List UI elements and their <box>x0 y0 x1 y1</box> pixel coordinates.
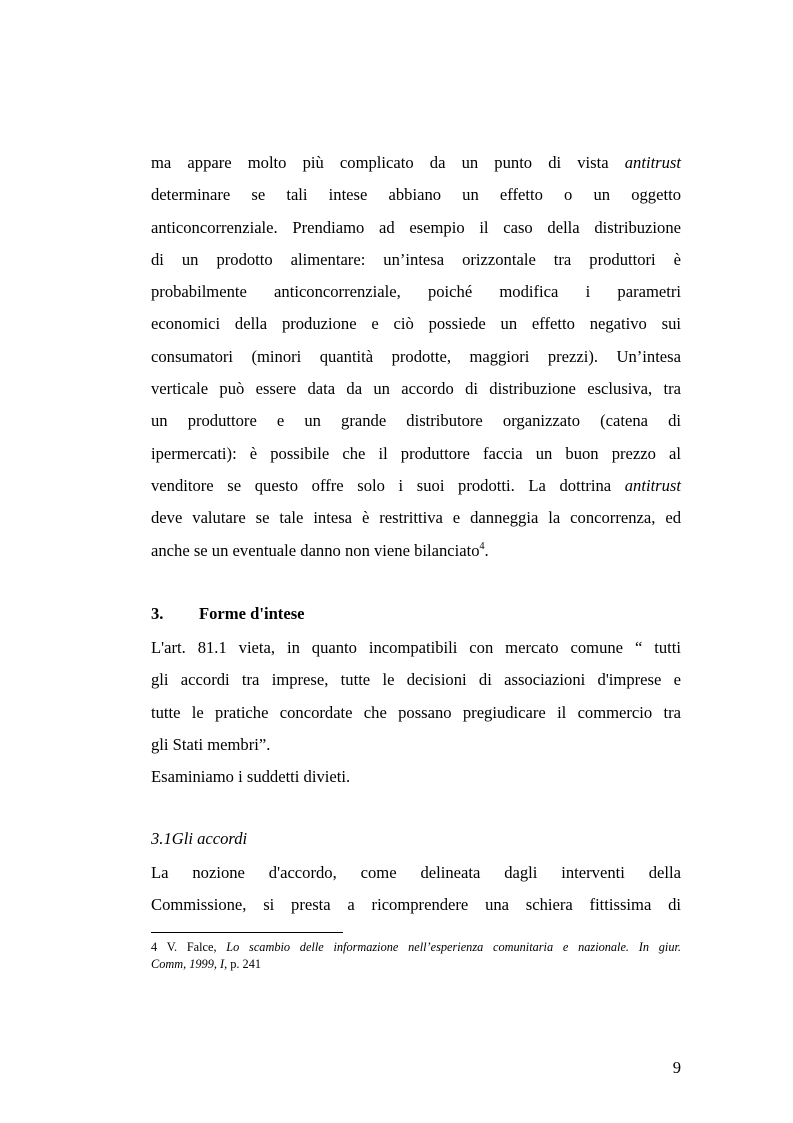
section-number: 3. <box>151 604 164 623</box>
text-line: consumatori (minori quantità prodotte, maggiori prezzi). Un’intesa <box>151 346 681 366</box>
footnote <box>151 939 681 972</box>
subsection-heading: 3.1Gli accordi <box>151 829 248 848</box>
paragraph-accordi <box>151 857 681 922</box>
section-title: Forme d'intese <box>199 604 305 623</box>
text-line: Esaminiamo i suddetti divieti. <box>151 767 351 787</box>
text-line: di un prodotto alimentare: un’intesa orizzontale tra produttori è <box>151 249 681 269</box>
footnote-line: 4 V. Falce, Lo scambio delle informazione nell’esperienza comunitaria e nazionale. In giur. <box>151 940 681 954</box>
page-number: 9 <box>672 1058 681 1077</box>
text-line: gli accordi tra imprese, tutte le decisioni di associazioni d'imprese e <box>151 670 681 690</box>
text-line: deve valutare se tale intesa è restrittiva e danneggia la concorrenza, ed <box>151 508 681 528</box>
text-line: venditore se questo offre solo i suoi prodotti. La dottrina antitrust <box>151 475 681 495</box>
text-line: tutte le pratiche concordate che possano pregiudicare il commercio tra <box>151 702 681 722</box>
paragraph-antitrust-analysis <box>151 147 681 567</box>
text-line: un produttore e un grande distributore organizzato (catena di <box>151 411 681 431</box>
text-line: La nozione d'accordo, come delineata dagli interventi della <box>151 863 681 882</box>
text-line: probabilmente anticoncorrenziale, poiché modifica i parametri <box>151 282 681 302</box>
footnote-ref: 4 <box>479 540 485 552</box>
text-line: L'art. 81.1 vieta, in quanto incompatibili con mercato comune “ tutti <box>151 638 681 657</box>
footnote-divider <box>151 932 343 933</box>
text-line: ma appare molto più complicato da un punto di vista antitrust <box>151 153 681 172</box>
footnote-line: Comm, 1999, I, p. 241 <box>151 956 261 971</box>
text-line: economici della produzione e ciò possiede un effetto negativo sui <box>151 314 681 334</box>
text-line: determinare se tali intese abbiano un effetto o un oggetto <box>151 185 681 205</box>
text-line: ipermercati): è possibile che il produttore faccia un buon prezzo al <box>151 443 681 463</box>
text-line: anche se un eventuale danno non viene bilanciato$^4$. <box>151 540 489 560</box>
text-line: gli Stati membri”. <box>151 734 271 754</box>
text-line: Commissione, si presta a ricomprendere una schiera fittissima di <box>151 895 681 915</box>
text-line: verticale può essere data da un accordo di distribuzione esclusiva, tra <box>151 379 681 399</box>
paragraph-article-81 <box>151 632 681 793</box>
section-heading <box>151 600 305 628</box>
text-line: anticoncorrenziale. Prendiamo ad esempio il caso della distribuzione <box>151 217 681 237</box>
